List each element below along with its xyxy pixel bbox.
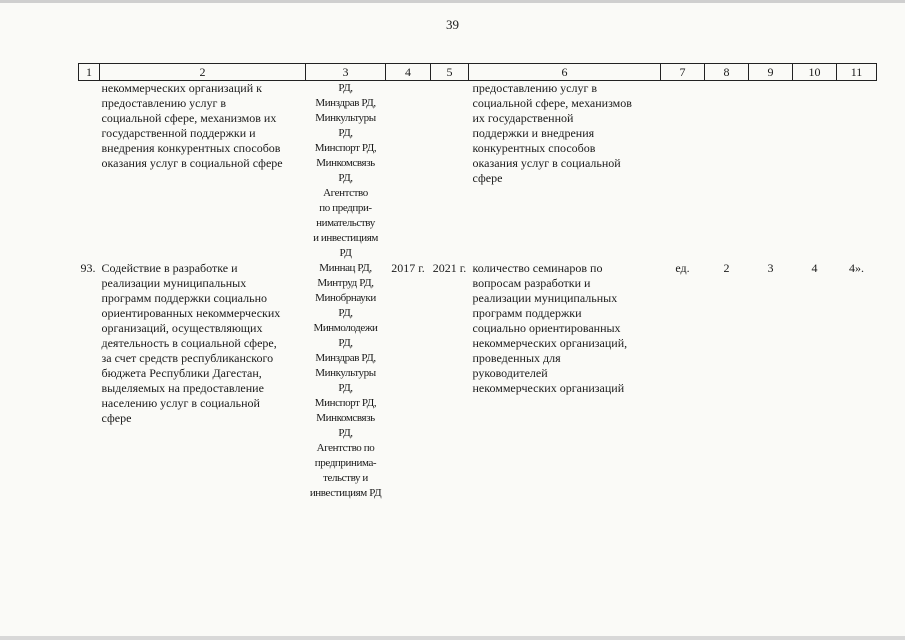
indicator-line: реализации муниципальных bbox=[472, 291, 618, 305]
executor-line: Миннац РД, bbox=[319, 262, 372, 274]
indicator-line: предоставлению услуг в bbox=[472, 81, 598, 95]
executor-line: Минспорт РД, bbox=[314, 397, 377, 409]
value-col-8 bbox=[705, 81, 749, 262]
executor-line: Агентство bbox=[323, 187, 368, 199]
executor-line: Минкультуры bbox=[315, 112, 376, 124]
value-col-11 bbox=[837, 81, 877, 262]
indicator-line: руководителей bbox=[472, 366, 548, 380]
executor-line: РД, bbox=[338, 427, 353, 439]
start-year: 2017 г. bbox=[391, 261, 425, 275]
executors bbox=[306, 261, 386, 501]
value-col-11: 4». bbox=[849, 261, 864, 275]
description-line: сфере bbox=[101, 411, 132, 425]
executor-line: Минкомсвязь bbox=[316, 157, 375, 169]
indicator-line: программ поддержки bbox=[472, 306, 582, 320]
col-header-5: 5 bbox=[431, 64, 469, 81]
description-line: внедрения конкурентных способов bbox=[101, 141, 281, 155]
description-line: социальной сфере, механизмов их bbox=[101, 111, 277, 125]
description-line: за счет средств республиканского bbox=[101, 351, 274, 365]
scan-bottom-edge bbox=[0, 636, 905, 640]
indicator bbox=[469, 261, 661, 501]
executor-line: Минздрав РД, bbox=[315, 352, 376, 364]
value-col-9: 3 bbox=[767, 261, 774, 275]
col-header-7: 7 bbox=[661, 64, 705, 81]
col-header-6: 6 bbox=[469, 64, 661, 81]
table-row bbox=[79, 81, 877, 262]
indicator-line: количество семинаров по bbox=[472, 261, 603, 275]
executor-line: РД, bbox=[338, 307, 353, 319]
executor-line: тельству и bbox=[323, 472, 368, 484]
column-number-header bbox=[79, 64, 877, 81]
executor-line: Минмолодежи bbox=[313, 322, 378, 334]
executor-line: РД bbox=[339, 247, 352, 259]
indicator-line: оказания услуг в социальной bbox=[472, 156, 621, 170]
description-line: населению услуг в социальной bbox=[101, 396, 260, 410]
row-number bbox=[79, 81, 100, 262]
executor-line: РД, bbox=[338, 382, 353, 394]
executor-line: инвестициям РД bbox=[309, 487, 382, 499]
executor-line: РД, bbox=[338, 127, 353, 139]
executor-line: по предпри- bbox=[319, 202, 372, 214]
indicator-line: сфере bbox=[472, 171, 503, 185]
measure-description bbox=[100, 261, 306, 501]
description-line: выделяемых на предоставление bbox=[101, 381, 264, 395]
description-line: деятельность в социальной сфере, bbox=[101, 336, 277, 350]
executor-line: РД, bbox=[338, 82, 353, 94]
end-year bbox=[431, 81, 469, 262]
executor-line: предпринима- bbox=[314, 457, 377, 469]
measure-description bbox=[100, 81, 306, 262]
value-col-10: 4 bbox=[811, 261, 818, 275]
description-line: бюджета Республики Дагестан, bbox=[101, 366, 262, 380]
indicator-line: некоммерческих организаций, bbox=[472, 336, 628, 350]
value-col-9 bbox=[749, 81, 793, 262]
indicator-line: поддержки и внедрения bbox=[472, 126, 595, 140]
executor-line: нимательству bbox=[316, 217, 375, 229]
executor-line: и инвестициям bbox=[313, 232, 378, 244]
description-line: ориентированных некоммерческих bbox=[101, 306, 281, 320]
executor-line: Минкультуры bbox=[315, 367, 376, 379]
description-line: организаций, осуществляющих bbox=[101, 321, 263, 335]
end-year: 2021 г. bbox=[432, 261, 467, 275]
executor-line: Минобрнауки bbox=[315, 292, 376, 304]
description-line: некоммерческих организаций к bbox=[101, 81, 262, 95]
executor-line: Минспорт РД, bbox=[314, 142, 377, 154]
indicator-line: социальной сфере, механизмов bbox=[472, 96, 632, 110]
indicator-line: конкурентных способов bbox=[472, 141, 596, 155]
value-col-8: 2 bbox=[723, 261, 730, 275]
indicator-line: их государственной bbox=[472, 111, 574, 125]
measures-table bbox=[78, 63, 877, 501]
scan-top-edge bbox=[0, 0, 905, 3]
col-header-4: 4 bbox=[386, 64, 431, 81]
description-line: реализации муниципальных bbox=[101, 276, 247, 290]
col-header-8: 8 bbox=[705, 64, 749, 81]
col-header-1: 1 bbox=[79, 64, 100, 81]
col-header-11: 11 bbox=[837, 64, 877, 81]
executor-line: РД, bbox=[338, 172, 353, 184]
start-year bbox=[386, 81, 431, 262]
col-header-9: 9 bbox=[749, 64, 793, 81]
description-line: предоставлению услуг в bbox=[101, 96, 227, 110]
description-line: Содействие в разработке и bbox=[101, 261, 238, 275]
executors bbox=[306, 81, 386, 262]
page-number: 39 bbox=[446, 17, 459, 32]
executor-line: Минздрав РД, bbox=[315, 97, 376, 109]
executor-line: Минтруд РД, bbox=[317, 277, 374, 289]
row-number: 93. bbox=[80, 261, 96, 275]
value-col-10 bbox=[793, 81, 837, 262]
description-line: государственной поддержки и bbox=[101, 126, 256, 140]
executor-line: Минкомсвязь bbox=[316, 412, 375, 424]
executor-line: Агентство по bbox=[316, 442, 375, 454]
col-header-10: 10 bbox=[793, 64, 837, 81]
unit: ед. bbox=[675, 261, 690, 275]
indicator-line: проведенных для bbox=[472, 351, 561, 365]
executor-line: РД, bbox=[338, 337, 353, 349]
indicator-line: социально ориентированных bbox=[472, 321, 621, 335]
col-header-2: 2 bbox=[100, 64, 306, 81]
indicator bbox=[469, 81, 661, 262]
indicator-line: вопросам разработки и bbox=[472, 276, 591, 290]
table-row bbox=[79, 261, 877, 501]
unit bbox=[661, 81, 705, 262]
description-line: оказания услуг в социальной сфере bbox=[101, 156, 283, 170]
col-header-3: 3 bbox=[306, 64, 386, 81]
indicator-line: некоммерческих организаций bbox=[472, 381, 625, 395]
description-line: программ поддержки социально bbox=[101, 291, 267, 305]
